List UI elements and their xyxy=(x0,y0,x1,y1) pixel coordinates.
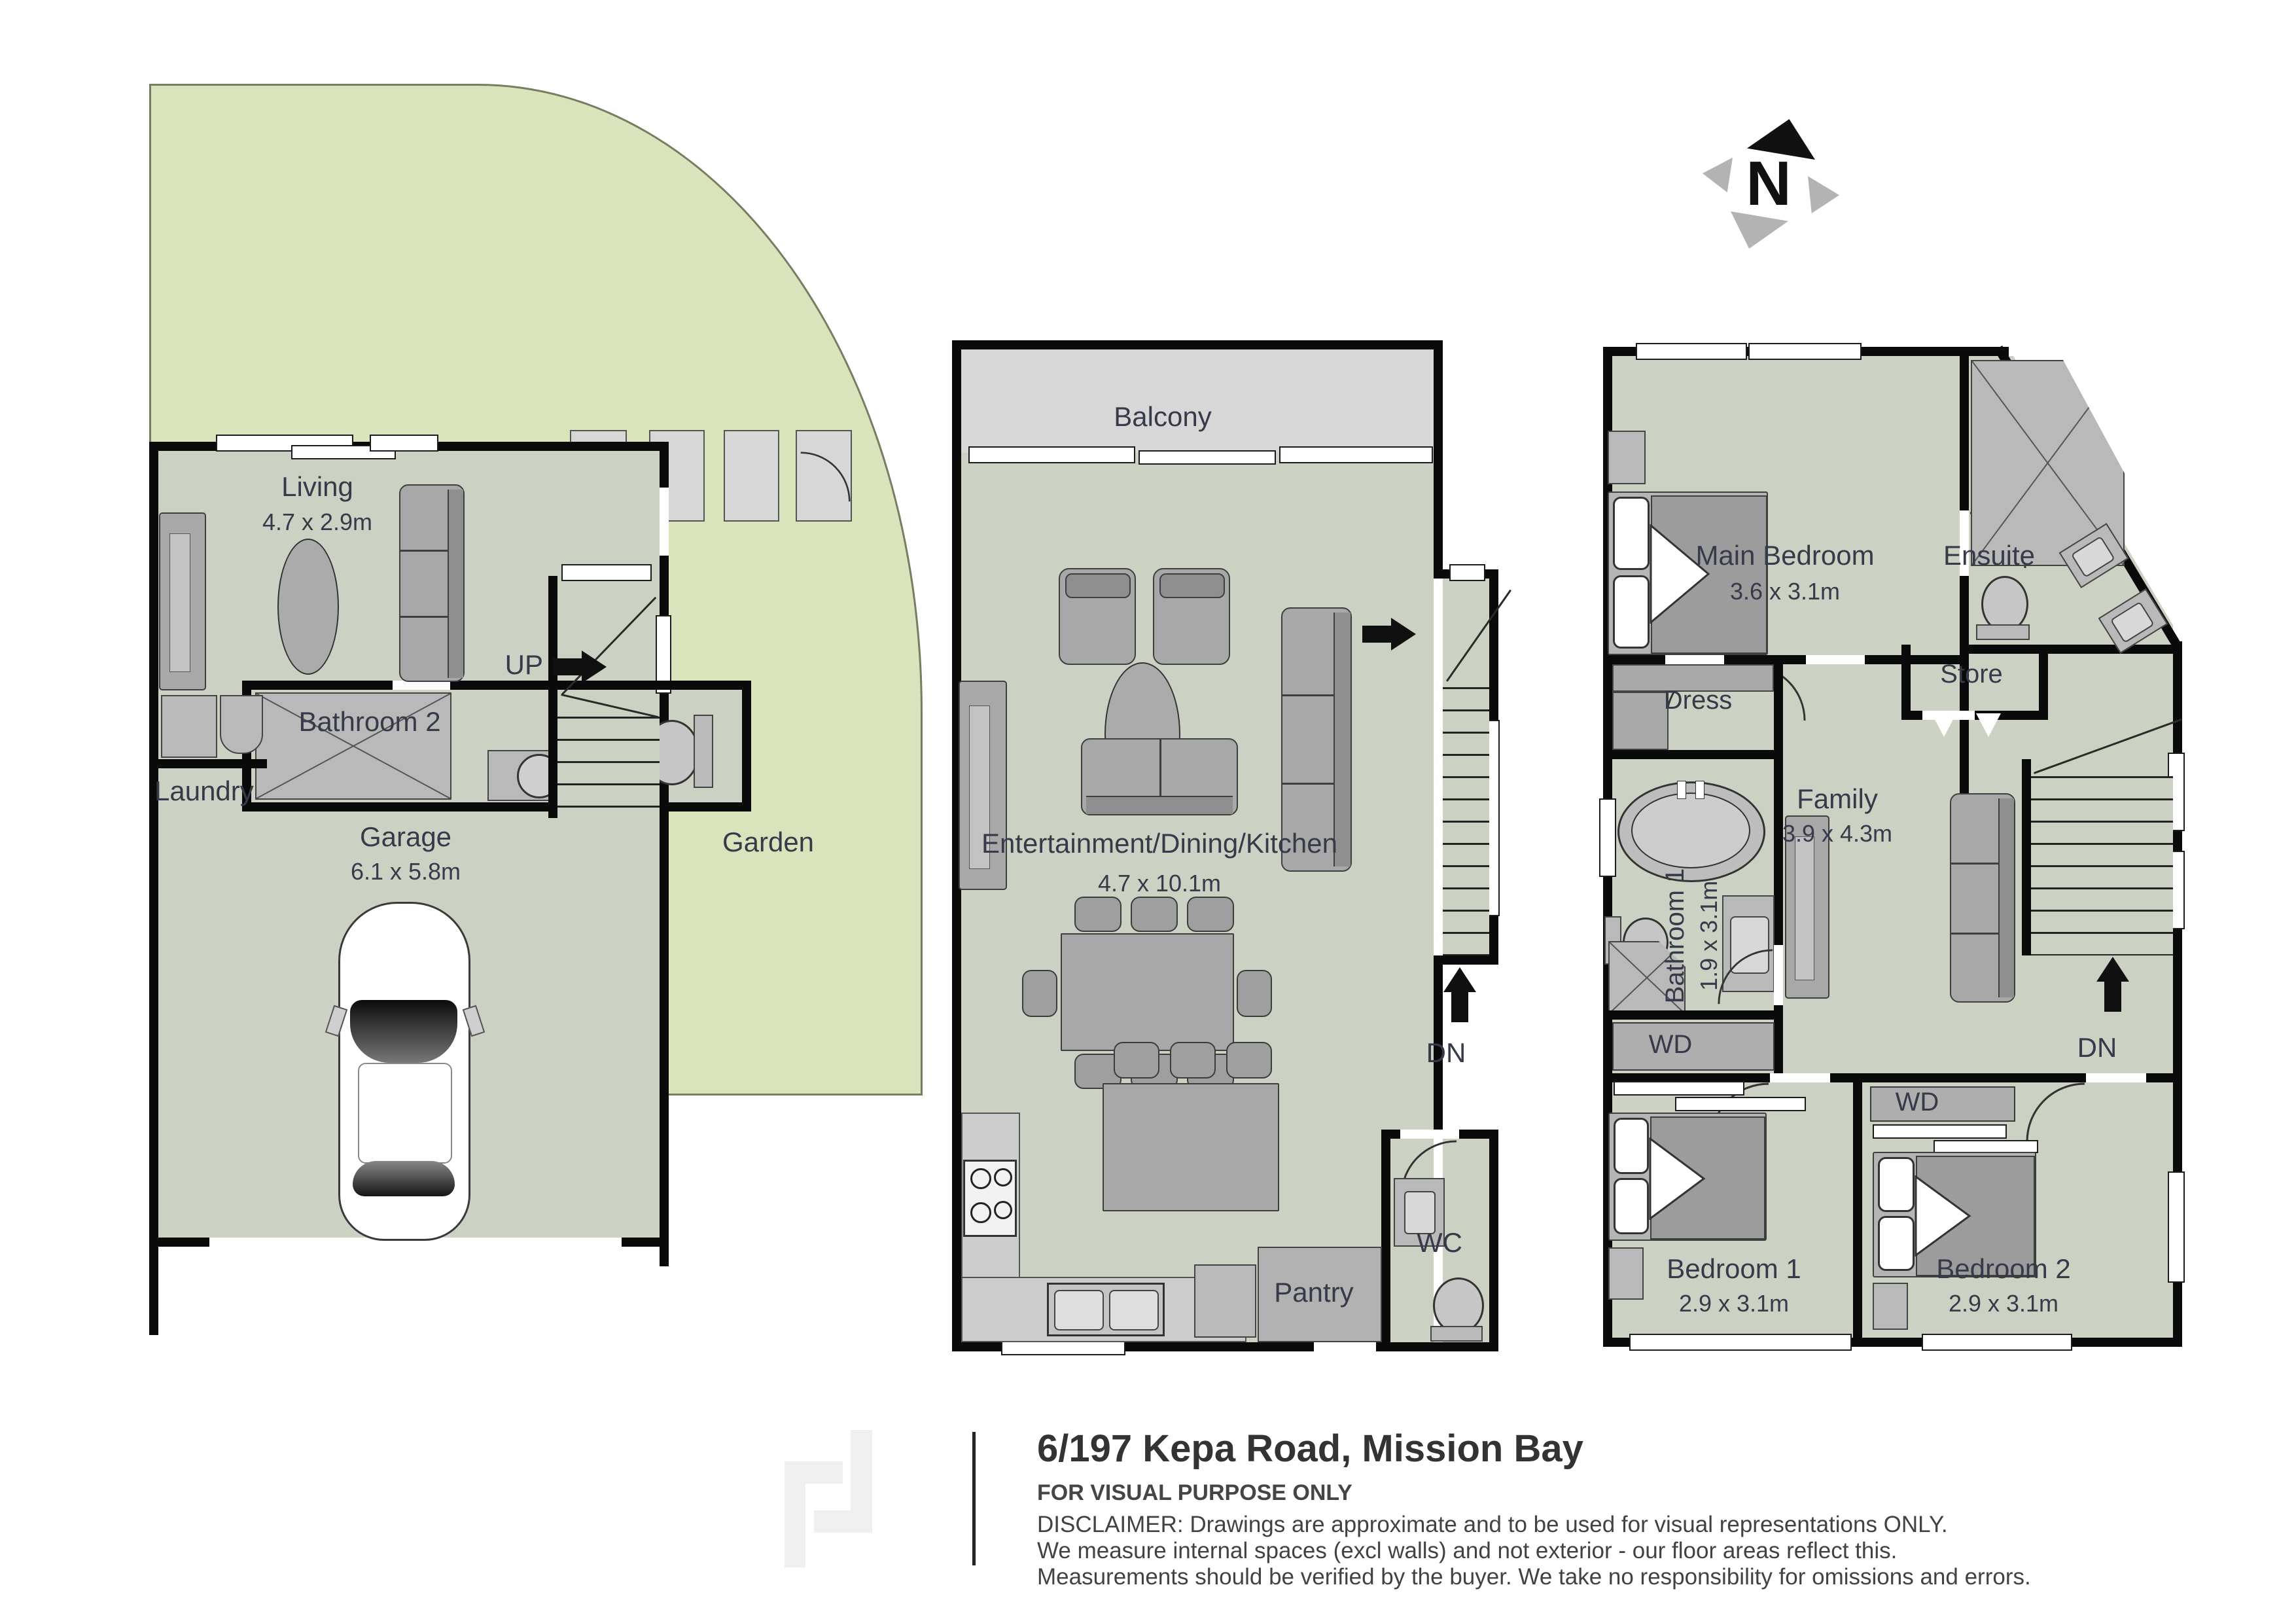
stairs-down xyxy=(2031,776,2173,955)
stove-cooktop xyxy=(963,1160,1017,1237)
kitchen-island xyxy=(1103,1083,1279,1211)
window xyxy=(1599,798,1616,877)
up-arrow-shaft xyxy=(1362,626,1391,643)
disclaimer-line: We measure internal spaces (excl walls) and not exterior - our floor areas reflect this. xyxy=(1037,1538,1898,1563)
door-opening xyxy=(2086,1073,2146,1082)
compass-tick-icon xyxy=(1703,156,1733,192)
dn-arrow-shaft xyxy=(1451,991,1468,1022)
wall xyxy=(2022,759,2031,955)
room-dims-living: 4.7 x 2.9m xyxy=(262,508,373,535)
kitchen-sink xyxy=(1047,1283,1165,1336)
door-opening xyxy=(1774,945,1783,1005)
dining-table xyxy=(1061,933,1234,1051)
compass-tick-icon xyxy=(1808,175,1839,213)
room-label-family: Family xyxy=(1797,783,1878,814)
room-dims-entertainment: 4.7 x 10.1m xyxy=(1097,870,1222,897)
wall xyxy=(1489,1130,1498,1351)
wall xyxy=(2039,645,2048,720)
loveseat xyxy=(1081,738,1238,815)
door-arc xyxy=(2026,1082,2086,1143)
room-label-entertainment: Entertainment/Dining/Kitchen xyxy=(981,828,1337,859)
wall xyxy=(1603,750,1783,759)
room-label-ensuite: Ensuite xyxy=(1943,540,2036,571)
wall xyxy=(1960,347,1969,805)
room-dims-garage: 6.1 x 5.8m xyxy=(350,858,461,885)
disclaimer-line: Measurements should be verified by the buyer. We take no responsibility for omissions and errors. xyxy=(1037,1564,2031,1590)
wall xyxy=(660,812,669,1266)
room-label-garage: Garage xyxy=(359,821,452,852)
tv-unit xyxy=(159,512,206,690)
wall xyxy=(1381,1130,1390,1351)
armchair xyxy=(1059,568,1136,665)
room-label-wc: WC xyxy=(1417,1227,1462,1258)
bar-stool xyxy=(1226,1042,1272,1079)
door-arc xyxy=(1718,949,1774,1005)
wall xyxy=(149,1238,209,1247)
room-label-bathroom1: Bathroom 1 xyxy=(1661,868,1689,1004)
paving-slab xyxy=(724,430,779,522)
dn-arrow-icon xyxy=(2096,957,2129,982)
wall xyxy=(548,576,557,818)
dn-arrow-icon xyxy=(1443,967,1476,992)
area-label-garden: Garden xyxy=(722,827,815,857)
footer-divider xyxy=(972,1432,976,1565)
wall xyxy=(1603,1010,1783,1020)
stairs-label-dn: DN xyxy=(2077,1032,2117,1063)
room-dims-bedroom2: 2.9 x 3.1m xyxy=(1948,1290,2059,1317)
wall xyxy=(149,759,267,768)
room-dims-bedroom1: 2.9 x 3.1m xyxy=(1678,1290,1790,1317)
window xyxy=(1873,1124,2007,1139)
stairs-label-dn: DN xyxy=(1426,1037,1466,1068)
wall xyxy=(1960,645,2173,654)
window xyxy=(370,435,438,452)
room-dims-bathroom1: 1.9 x 3.1m xyxy=(1695,880,1723,991)
window xyxy=(1279,446,1433,463)
room-label-store: Store xyxy=(1940,660,2003,688)
label-wd-left: WD xyxy=(1648,1030,1693,1059)
window xyxy=(561,564,652,581)
door-opening xyxy=(1400,1130,1459,1139)
door-opening xyxy=(1770,1073,1830,1082)
label-wd-right: WD xyxy=(1895,1088,1939,1116)
armchair xyxy=(1153,568,1230,665)
window xyxy=(1449,564,1485,581)
door-arc xyxy=(800,452,851,503)
car xyxy=(338,902,469,1240)
stairs-label-up: UP xyxy=(504,649,543,680)
sofa xyxy=(1950,793,2015,1003)
up-arrow-icon xyxy=(582,651,607,683)
up-arrow-icon xyxy=(1391,618,1416,651)
dn-arrow-shaft xyxy=(2104,980,2121,1012)
room-label-dress: Dress xyxy=(1663,686,1733,715)
room-label-bedroom1: Bedroom 1 xyxy=(1667,1253,1801,1284)
property-address: 6/197 Kepa Road, Mission Bay xyxy=(1037,1427,1583,1470)
nightstand xyxy=(1608,431,1646,484)
door-opening xyxy=(1665,655,1724,664)
stairs xyxy=(1443,687,1489,955)
door-opening xyxy=(1314,1342,1376,1351)
door-opening xyxy=(1806,655,1865,664)
toilet-tank xyxy=(1976,624,2030,640)
dining-chair xyxy=(1131,897,1178,932)
bed xyxy=(1608,491,1768,655)
window xyxy=(1934,1140,2038,1153)
laundry-tub xyxy=(220,695,263,754)
dining-chair xyxy=(1074,897,1122,932)
room-label-living: Living xyxy=(281,471,353,502)
compass-letter: N xyxy=(1746,149,1792,219)
stairs-up xyxy=(557,717,660,818)
window xyxy=(1922,1334,2072,1351)
toilet-tank xyxy=(694,715,713,788)
wall xyxy=(1774,664,1783,1082)
room-label-bedroom2: Bedroom 2 xyxy=(1936,1253,2071,1284)
washing-machine xyxy=(161,695,217,758)
wall xyxy=(1434,346,1443,466)
wall xyxy=(1443,955,1498,965)
room-label-main-bedroom: Main Bedroom xyxy=(1695,540,1875,571)
window xyxy=(1636,343,1747,360)
dining-chair xyxy=(1237,970,1272,1017)
wall xyxy=(742,681,751,812)
room-label-balcony: Balcony xyxy=(1114,401,1212,432)
room-label-pantry: Pantry xyxy=(1274,1277,1354,1308)
window xyxy=(1139,450,1276,465)
appliance xyxy=(1194,1264,1256,1338)
bar-stool xyxy=(1170,1042,1216,1079)
room-dims-main-bedroom: 3.6 x 3.1m xyxy=(1729,578,1841,605)
dining-chair xyxy=(1187,897,1234,932)
wall xyxy=(149,442,158,1335)
agency-logo xyxy=(785,1430,876,1569)
up-arrow-shaft xyxy=(553,658,582,675)
room-label-laundry: Laundry xyxy=(154,776,254,806)
wall xyxy=(1853,1082,1862,1347)
dining-chair xyxy=(1022,970,1057,1017)
bar-stool xyxy=(1114,1042,1159,1079)
wall xyxy=(242,681,751,690)
wall xyxy=(952,340,1443,349)
wall xyxy=(1901,645,1911,720)
door-opening xyxy=(393,681,450,690)
window xyxy=(2168,1171,2185,1283)
door-opening xyxy=(660,488,669,556)
toilet-tank xyxy=(1430,1326,1483,1342)
window xyxy=(1748,343,1862,360)
purpose-note: FOR VISUAL PURPOSE ONLY xyxy=(1037,1480,1352,1505)
rug xyxy=(277,539,339,675)
window xyxy=(968,446,1135,463)
window xyxy=(1629,1334,1852,1351)
room-label-bathroom2: Bathroom 2 xyxy=(298,706,441,737)
window xyxy=(1614,1081,1744,1096)
wall xyxy=(1434,452,1443,579)
bed xyxy=(1608,1113,1767,1241)
disclaimer-line: DISCLAIMER: Drawings are approximate and to be used for visual representations ONLY. xyxy=(1037,1512,1948,1537)
room-dims-family: 3.9 x 4.3m xyxy=(1782,820,1893,847)
window xyxy=(1675,1097,1806,1111)
